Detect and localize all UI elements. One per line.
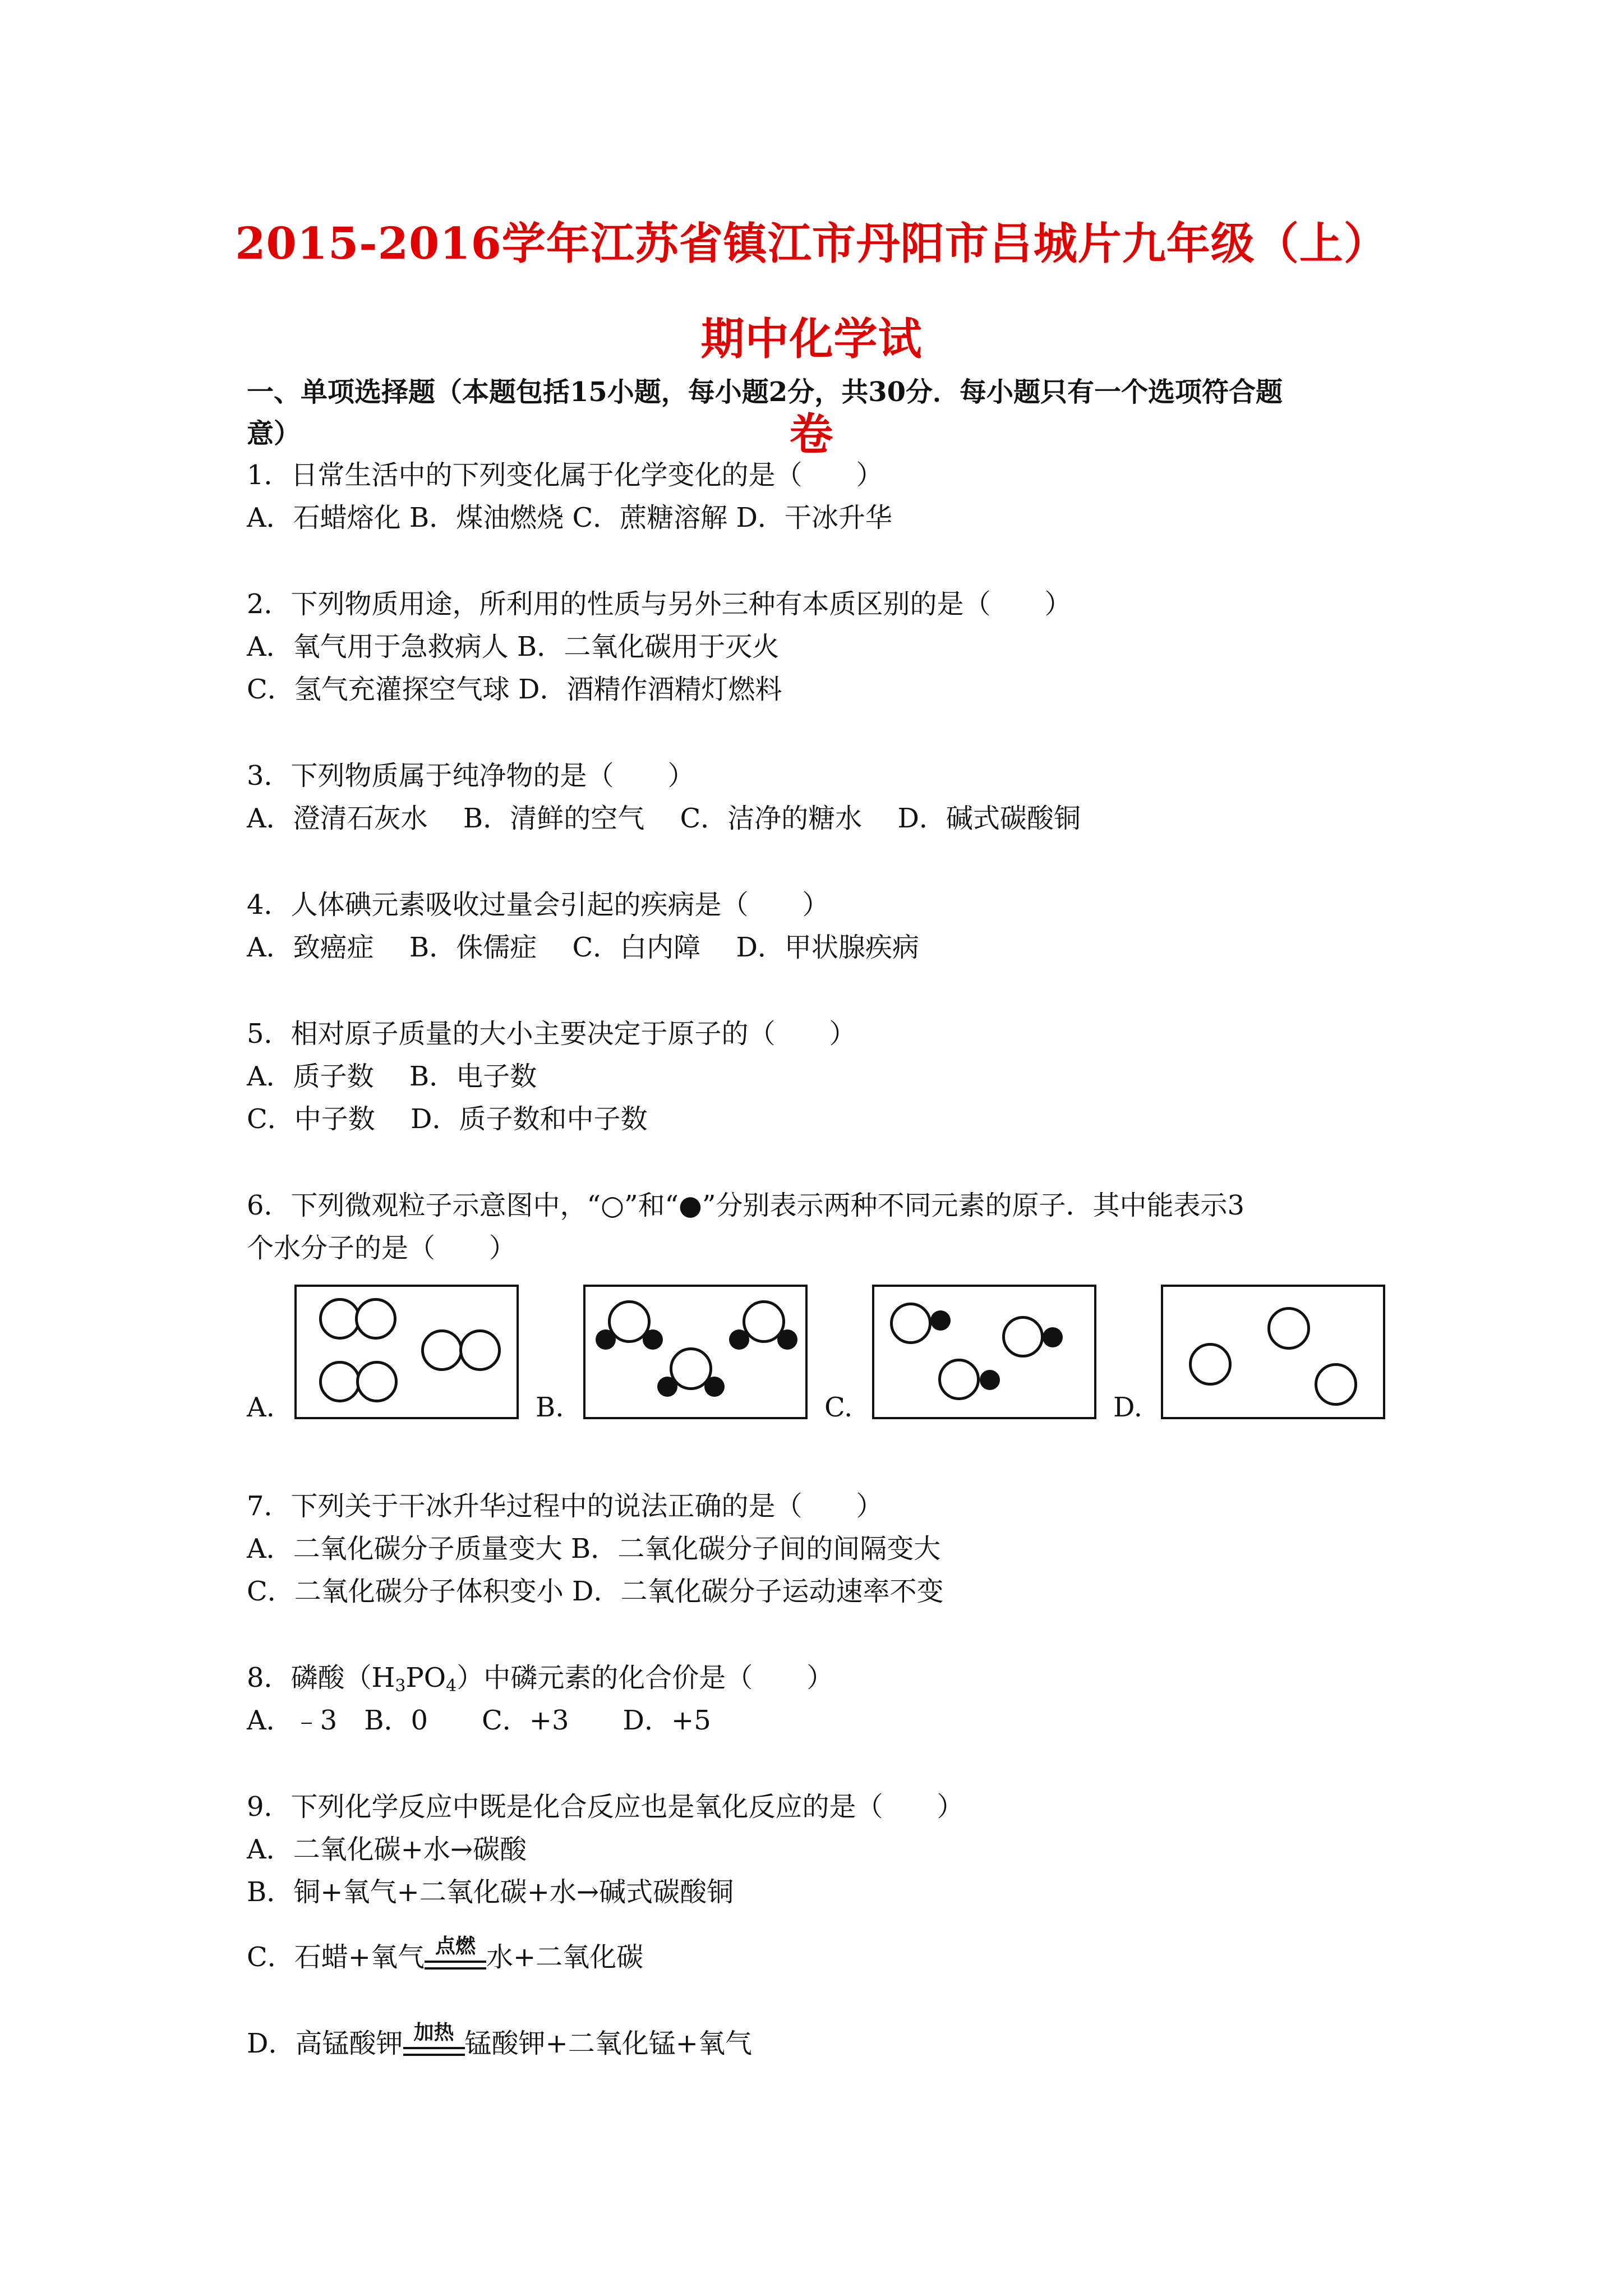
atom-filled: [1043, 1327, 1063, 1347]
atom-filled: [980, 1370, 1000, 1390]
q1-options: A．石蜡熔化 B．煤油燃烧 C．蔗糖溶解 D．干冰升华: [247, 502, 892, 533]
atom-filled: [643, 1329, 663, 1350]
q8-options: A．﹣3 B．0 C．+3 D．+5: [247, 1705, 711, 1736]
atom-open: [890, 1303, 932, 1344]
q2-options-line-1: A．氧气用于急救病人 B．二氧化碳用于灭火: [247, 631, 780, 662]
q9-c-products: 水+二氧化碳: [486, 1941, 644, 1973]
q8-stem-post: ）中磷元素的化合价是（ ）: [457, 1662, 834, 1694]
q1-stem: 1．日常生活中的下列变化属于化学变化的是（ ）: [247, 459, 883, 491]
q7-stem: 7．下列关于干冰升华过程中的说法正确的是（ ）: [247, 1490, 883, 1522]
q6-stem-line-1: 6．下列微观粒子示意图中，“○”和“●”分别表示两种不同元素的原子．其中能表示3: [247, 1190, 1245, 1221]
atom-open: [355, 1298, 396, 1340]
q6-label-d: D.: [1113, 1392, 1143, 1423]
atom-open: [1002, 1316, 1044, 1358]
q8-subscript-3: 3: [395, 1676, 406, 1696]
reaction-arrow-heat: [403, 2021, 465, 2063]
atom-open: [1267, 1307, 1310, 1350]
reaction-arrow-ignite: [425, 1934, 486, 1976]
q9-d-reactants: D．高锰酸钾: [247, 2028, 403, 2059]
atom-filled: [930, 1310, 951, 1331]
q6-label-c: C.: [824, 1392, 853, 1423]
atom-open: [356, 1361, 398, 1402]
q9-option-c: [247, 1935, 643, 1979]
reaction-condition-ignite: 点燃: [435, 1934, 476, 1958]
q6-label-a: A.: [247, 1392, 275, 1423]
q6-diagram-a: [294, 1285, 519, 1419]
q5-stem: 5．相对原子质量的大小主要决定于原子的（ ）: [247, 1018, 856, 1050]
q6-diagram-c: [872, 1285, 1096, 1419]
q9-d-products: 锰酸钾+二氧化锰+氧气: [464, 2028, 752, 2059]
q2-options-line-2: C．氢气充灌探空气球 D．酒精作酒精灯燃料: [247, 674, 782, 705]
reaction-condition-heat: 加热: [413, 2021, 454, 2044]
q6-diagram-d: [1161, 1285, 1385, 1419]
q8-stem-mid: PO: [405, 1662, 446, 1694]
title-line-1: 2015-2016学年江苏省镇江市丹阳市吕城片九年级（上）期中化学试: [235, 218, 1388, 365]
q9-option-a: A．二氧化碳+水→碳酸: [247, 1834, 527, 1865]
q4-stem: 4．人体碘元素吸收过量会引起的疾病是（ ）: [247, 889, 829, 921]
atom-open: [1315, 1363, 1357, 1406]
q9-stem: 9．下列化学反应中既是化合反应也是氧化反应的是（ ）: [247, 1791, 964, 1823]
q5-options-line-2: C．中子数 D．质子数和中子数: [247, 1103, 648, 1135]
atom-open: [938, 1359, 980, 1400]
q6-diagram-b: [583, 1285, 808, 1419]
q7-options-line-1: A．二氧化碳分子质量变大 B．二氧化碳分子间的间隔变大: [247, 1533, 941, 1565]
atom-open: [421, 1329, 463, 1371]
q4-options: A．致癌症 B．侏儒症 C．白内障 D．甲状腺疾病: [247, 932, 919, 963]
section-heading-line-2: 意）: [247, 418, 301, 449]
atom-open: [459, 1329, 501, 1371]
q9-c-reactants: C．石蜡+氧气: [247, 1941, 425, 1973]
exam-title: [213, 196, 1410, 482]
title-line-2: 卷: [789, 409, 834, 460]
q3-stem: 3．下列物质属于纯净物的是（ ）: [247, 760, 695, 792]
q6-stem-line-2: 个水分子的是（ ）: [247, 1232, 517, 1264]
q2-stem: 2．下列物质用途，所利用的性质与另外三种有本质区别的是（ ）: [247, 588, 1072, 620]
q7-options-line-2: C．二氧化碳分子体积变小 D．二氧化碳分子运动速率不变: [247, 1576, 944, 1607]
atom-filled: [704, 1377, 725, 1397]
q8-subscript-4: 4: [446, 1676, 457, 1696]
q8-stem-pre: 8．磷酸（H: [247, 1662, 395, 1694]
atom-open: [319, 1298, 361, 1340]
atom-open: [1189, 1343, 1232, 1386]
q9-option-b: B．铜+氧气+二氧化碳+水→碱式碳酸铜: [247, 1876, 734, 1908]
q5-options-line-1: A．质子数 B．电子数: [247, 1061, 537, 1092]
section-heading-line-1: 一、单项选择题（本题包括15小题，每小题2分，共30分．每小题只有一个选项符合题: [247, 376, 1283, 408]
q6-label-b: B.: [536, 1392, 564, 1423]
atom-open: [319, 1361, 361, 1402]
atom-filled: [777, 1329, 797, 1350]
q9-option-d: [247, 2022, 752, 2065]
q3-options: A．澄清石灰水 B．清鲜的空气 C．洁净的糖水 D．碱式碳酸铜: [247, 803, 1081, 834]
